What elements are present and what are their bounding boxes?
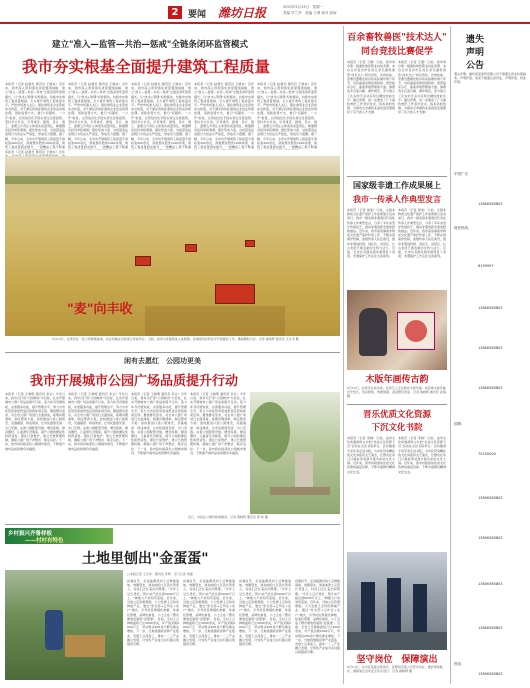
lead-headline: 我市夯实根基全面提升建筑工程质量 bbox=[22, 57, 271, 76]
right2-body-col2: 本报讯（记者 徐加）日前，全国非物质文化遗产保护工作成果展示活动举行。我市一国家级非遗项目代表性传承人作典型发言，分享了多年来坚守传统技艺、推动非遗创新发展的经验做法。近年来，我市高度重视非物质文化遗产保护传承工作，不断完善保护机制，加强传承人队伍建设，推动非遗进校园、进社区、进景区，让古老技艺焕发新的生机与活力。目前，全市共有国家级非遗项目十余项，非遗保护工作走在全省前列。 bbox=[398, 208, 446, 259]
sidebar-separator bbox=[450, 26, 451, 684]
sidebar-footer-label: 热线： bbox=[454, 662, 465, 666]
sky bbox=[5, 156, 340, 178]
sidebar-entry-0-label: 中国广告 bbox=[454, 172, 468, 176]
right1-headline-b: 同台竞技比赛促学 bbox=[360, 47, 433, 57]
potato-field-photo bbox=[5, 570, 123, 680]
right5-caption: 5月14日，在市区某演出场馆外，民警和安保人员坚守岗位，维护现场秩序，确保演出活动安全有序进行。记者 鲁晓辉 摄 bbox=[347, 665, 443, 673]
sidebar-entry-1-phone: 13806360803 bbox=[478, 202, 503, 206]
tree bbox=[250, 402, 290, 462]
right1-body-col1: 本报讯（记者 王刚）日前，我市举办第一届畜牧兽医职业技能竞赛，来自全市各县市区的百余名畜牧兽医"技术达人"同台竞技，比拼技能。竞赛设置理论知识和实际操作两个环节，内容涵盖动物疫病防控、兽医临床诊疗、畜禽养殖管理等方面。参赛选手沉着冷静、操作规范，充分展示了扎实的专业功底和过硬的技能水平。通过竞赛，进一步激发了广大畜牧兽医工作者学技术、练本领的热情，为推动全市畜牧业高质量发展提供了有力的人才支撑。 bbox=[347, 60, 395, 115]
lead-body-col1: 本报讯（记者 赵晨光 通讯员 王晓东）近年来，我市深入贯彻落实质量强国战略，建立"准入—监管—共治—惩戒"全链条闭环监管模式，以"技术+管理"双轮驱动，持续夯实建筑工程质量根基，全力提升建筑工程质量水平。严把市场准入关口，强化建筑业企业资质动态核查，对不满足资质标准的企业依法依规处理。创新监管方式，推行"双随机、一公开"检查，运用信息化手段实现全过程监管。坚持多方共治，引导建设、勘察、设计、施工、监理五方责任主体落实质量责任，畅通群众投诉举报渠道。强化惩戒力度，对质量违法违规行为依法从严查处，形成有力震慑。据了解，今年以来，全市共开展建筑工程质量专项检查200余次，排查整改隐患1000余项，建筑工程质量稳步提升，一批精品工程不断涌 bbox=[5, 82, 65, 150]
ground bbox=[347, 632, 447, 650]
security-photo bbox=[347, 552, 447, 650]
second-photo-caption: 近日，市民在公园内休闲健身。记者 鲁晓辉 通讯员 郭 炜 摄 bbox=[188, 515, 268, 519]
lead-body-col2: 本报讯（记者 赵晨光 通讯员 王晓东）近年来，我市深入贯彻落实质量强国战略，建立"准入—监管—共治—惩戒"全链条闭环监管模式，以"技术+管理"双轮驱动，持续夯实建筑工程质量根基，全力提升建筑工程质量水平。严把市场准入关口，强化建筑业企业资质动态核查，对不满足资质标准的企业依法依规处理。创新监管方式，推行"双随机、一公开"检查，运用信息化手段实现全过程监管。坚持多方共治，引导建设、勘察、设计、施工、监理五方责任主体落实质量责任，畅通群众投诉举报渠道。强化惩戒力度，对质量违法违规行为依法从严查处，形成有力震慑。据了解，今年以来，全市共开展建筑工程质量专项检查200余次，排查整改隐患1000余项，建筑工程质量稳步提升，一批精品工程不断涌 bbox=[68, 82, 128, 150]
lead-body-col3: 本报讯（记者 赵晨光 通讯员 王晓东）近年来，我市深入贯彻落实质量强国战略，建立"准入—监管—共治—惩戒"全链条闭环监管模式，以"技术+管理"双轮驱动，持续夯实建筑工程质量根基，全力提升建筑工程质量水平。严把市场准入关口，强化建筑业企业资质动态核查，对不满足资质标准的企业依法依规处理。创新监管方式，推行"双随机、一公开"检查，运用信息化手段实现全过程监管。坚持多方共治，引导建设、勘察、设计、施工、监理五方责任主体落实质量责任，畅通群众投诉举报渠道。强化惩戒力度，对质量违法违规行为依法从严查处，形成有力震慑。据了解，今年以来，全市共开展建筑工程质量专项检查200余次，排查整改隐患1000余项，建筑工程质量稳步提升，一批精品工程不断涌 bbox=[131, 82, 191, 150]
third-body-col2: 初夏时节，走进临朐县的土豆种植基地，放眼望去，绿油油的土豆苗长势喜人，村民们正忙着田间管理。"今年土豆长势好，预计亩产能达到5000斤以上。"种植大户老刘笑着说。近年来，当地立足资源禀赋，大力发展土豆特色种植产业，通过"党支部+合作社+农户"模式，引导村民规模化种植、标准化管理、品牌化销售，小土豆成了群众增收致富的"金蛋蛋"。目前，全村土豆种植面积已达3000余亩，年产值突破2000万元，带动周边200余户群众就业增收。下一步，当地将继续延伸产业链条，发展土豆深加工，推动一二三产业融合发展，让特色产业成为乡村振兴的强劲引擎。 bbox=[183, 579, 235, 647]
rural-revitalization-banner bbox=[5, 528, 113, 544]
divider-r2 bbox=[347, 404, 447, 405]
farmer bbox=[45, 610, 63, 650]
divider-2 bbox=[5, 524, 340, 525]
lead-body-col4: 本报讯（记者 赵晨光 通讯员 王晓东）近年来，我市深入贯彻落实质量强国战略，建立"准入—监管—共治—惩戒"全链条闭环监管模式，以"技术+管理"双轮驱动，持续夯实建筑工程质量根基，全力提升建筑工程质量水平。严把市场准入关口，强化建筑业企业资质动态核查，对不满足资质标准的企业依法依规处理。创新监管方式，推行"双随机、一公开"检查，运用信息化手段实现全过程监管。坚持多方共治，引导建设、勘察、设计、施工、监理五方责任主体落实质量责任，畅通群众投诉举报渠道。强化惩戒力度，对质量违法违规行为依法从严查处，形成有力震慑。据了解，今年以来，全市共开展建筑工程质量专项检查200余次，排查整改隐患1000余项，建筑工程质量稳步提升，一批精品工程不断涌 bbox=[194, 82, 254, 150]
sidebar-title-c: 公告 bbox=[466, 61, 485, 71]
park-photo bbox=[250, 392, 340, 514]
lead-kicker: 建立"准入—监管—共治—惩戒"全链条闭环监管模式 bbox=[52, 40, 248, 50]
potato-crate bbox=[65, 635, 105, 657]
third-body-col1: 初夏时节，走进临朐县的土豆种植基地，放眼望去，绿油油的土豆苗长势喜人，村民们正忙着田间管理。"今年土豆长势好，预计亩产能达到5000斤以上。"种植大户老刘笑着说。近年来，当地立足资源禀赋，大力发展土豆特色种植产业，通过"党支部+合作社+农户"模式，引导村民规模化种植、标准化管理、品牌化销售，小土豆成了群众增收致富的"金蛋蛋"。目前，全村土豆种植面积已达3000余亩，年产值突破2000万元，带动周边200余户群众就业增收。下一步，当地将继续延伸产业链条，发展土豆深加工，推动一二三产业融合发展，让特色产业成为乡村振兴的强劲引擎。 bbox=[127, 579, 179, 647]
print-figure bbox=[405, 320, 427, 342]
second-body-col1: 本报讯（记者 王晓明 通讯员 李达）今年以来，我市以打造"公园城市"为目标，扎实开展城市公园广场品质提升行动，着力补齐设施短板，完善服务功能，提升管理水平，努力为市民营造更加舒适宜居的休闲空间。聚焦群众需求，对全市公园广场进行全面排查，梳理问题清单，制定整改方案。加快推进口袋公园建设，见缝插绿、拆违建绿，让市民推窗见绿、出门见园。完善公园配套设施，增设座椅、健身器材、儿童游乐设施等，提升公园的便民性和舒适性。强化日常管护，建立长效管理机制，确保公园广场干净整洁、秩序良好。下一步，我市将持续深化公园城市建设，不断提升城市品质和群众幸福感。 bbox=[5, 392, 65, 451]
second-body-col2: 本报讯（记者 王晓明 通讯员 李达）今年以来，我市以打造"公园城市"为目标，扎实开展城市公园广场品质提升行动，着力补齐设施短板，完善服务功能，提升管理水平，努力为市民营造更加舒适宜居的休闲空间。聚焦群众需求，对全市公园广场进行全面排查，梳理问题清单，制定整改方案。加快推进口袋公园建设，见缝插绿、拆违建绿，让市民推窗见绿、出门见园。完善公园配套设施，增设座椅、健身器材、儿童游乐设施等，提升公园的便民性和舒适性。强化日常管护，建立长效管理机制，确保公园广场干净整洁、秩序良好。下一步，我市将持续深化公园城市建设，不断提升城市品质和群众幸福感。 bbox=[68, 392, 128, 451]
right5-headline: 坚守岗位 保障演出 bbox=[356, 655, 438, 665]
right2-headline-b: 我市一传承人作典型发言 bbox=[353, 194, 441, 204]
editor-line: 责编 毕兰华 美编 王翠 校对 彭雨 bbox=[283, 11, 337, 15]
artisan bbox=[359, 308, 387, 356]
harvester-4 bbox=[215, 284, 255, 304]
sidebar-entry-4-phone: 13806360803 bbox=[478, 306, 503, 310]
harvester-1 bbox=[135, 256, 151, 266]
woodblock-print-photo bbox=[347, 290, 447, 370]
sidebar-entry-3-phone: 8199997 bbox=[478, 264, 494, 268]
paper-name: 潍坊日报 bbox=[218, 6, 267, 20]
harvester-2 bbox=[185, 244, 197, 252]
right2-headline-a: 国家级非遗工作成果展上 bbox=[353, 181, 441, 190]
second-kicker: 闲有去愿红 公园功更美 bbox=[124, 357, 201, 365]
right4-headline-a: 晋乐优质文化资源 bbox=[362, 410, 431, 420]
lead-body-col6: 本报讯（记者 赵晨光 通讯员 王晓东）近年 bbox=[5, 150, 65, 154]
divider-1 bbox=[5, 352, 340, 353]
harvest-track bbox=[145, 306, 285, 336]
guard-1 bbox=[361, 582, 375, 632]
right4-body-col1: 本报讯（记者 李晓）日前，由市文化和旅游局主办的"优质文化资源下沉"活动在文化书院举行。活动邀请专家学者走进书院，为市民带来精彩的文化讲座和文艺演出，让群众在家门口就能享受到丰富多彩的文化大餐。近年来，我市持续推动优质文化资源向基层延伸，不断丰富群众精神文化生活。 bbox=[347, 436, 395, 474]
sidebar-entry-11-phone: 13806360803 bbox=[478, 582, 503, 586]
right3-caption: 5月13日，在寒亭区杨家埠，民间艺人正在制作木版年画。杨家埠木版年画历史悠久，色彩鲜艳，构图饱满，深受群众喜爱。记者 鲁晓辉 通讯员 孙瑞 摄 bbox=[347, 386, 446, 398]
guard-3 bbox=[413, 584, 427, 632]
masthead-rule bbox=[0, 22, 530, 24]
divider-r1 bbox=[347, 176, 447, 177]
tree-line bbox=[5, 176, 340, 184]
right1-headline-a: 百余畜牧兽医"技术达人" bbox=[347, 33, 447, 43]
people bbox=[295, 452, 313, 492]
sidebar-entry-6-phone: 13806360803 bbox=[478, 386, 503, 390]
right1-body-col2: 本报讯（记者 王刚）日前，我市举办第一届畜牧兽医职业技能竞赛，来自全市各县市区的百余名畜牧兽医"技术达人"同台竞技，比拼技能。竞赛设置理论知识和实际操作两个环节，内容涵盖动物疫病防控、兽医临床诊疗、畜禽养殖管理等方面。参赛选手沉着冷静、操作规范，充分展示了扎实的专业功底和过硬的技能水平。通过竞赛，进一步激发了广大畜牧兽医工作者学技术、练本领的热情，为推动全市畜牧业高质量发展提供了有力的人才支撑。 bbox=[398, 60, 446, 115]
lead-photo-caption: 5月14日，在寒亭区一处小麦种植基地，农业机械在田间进行麦收作业。当前，我市小麦陆续进入成熟期，各地组织农机有序开展夏收工作，确保颗粒归仓。记者 鲁晓辉 通讯员 王文平 摄 bbox=[52, 337, 299, 341]
sidebar-entry-5-phone: 13806360803 bbox=[478, 346, 503, 350]
classified-sidebar bbox=[452, 26, 528, 684]
guard-2 bbox=[387, 578, 401, 632]
photo-title: "麦"向丰收 bbox=[67, 302, 133, 317]
right4-headline-b: 下沉文化书院 bbox=[371, 423, 423, 433]
banner-subtitle: ——村村有特色 bbox=[25, 538, 64, 544]
right2-body-col1: 本报讯（记者 徐加）日前，全国非物质文化遗产保护工作成果展示活动举行。我市一国家级非遗项目代表性传承人作典型发言，分享了多年来坚守传统技艺、推动非遗创新发展的经验做法。近年来，我市高度重视非物质文化遗产保护传承工作，不断完善保护机制，加强传承人队伍建设，推动非遗进校园、进社区、进景区，让古老技艺焕发新的生机与活力。目前，全市共有国家级非遗项目十余项，非遗保护工作走在全省前列。 bbox=[347, 208, 395, 259]
third-headline: 土地里刨出"金蛋蛋" bbox=[82, 551, 209, 567]
sidebar-notice: 遗失声明：潍坊某某商贸有限公司不慎遗失营业执照副本，声明作废。某某不慎遗失身份证，声明作废。特此声明。 bbox=[454, 72, 526, 85]
wheat-harvest-photo bbox=[5, 156, 340, 336]
second-headline: 我市开展城市公园广场品质提升行动 bbox=[30, 374, 239, 389]
lead-body-col5: 本报讯（记者 赵晨光 通讯员 王晓东）近年来，我市深入贯彻落实质量强国战略，建立"准入—监管—共治—惩戒"全链条闭环监管模式，以"技术+管理"双轮驱动，持续夯实建筑工程质量根基，全力提升建筑工程质量水平。严把市场准入关口，强化建筑业企业资质动态核查，对不满足资质标准的企业依法依规处理。创新监管方式，推行"双随机、一公开"检查，运用信息化手段实现全过程监管。坚持多方共治，引导建设、勘察、设计、施工、监理五方责任主体落实质量责任，畅通群众投诉举报渠道。强化惩戒力度，对质量违法违规行为依法从严查处，形成有力震慑。据了解，今年以来，全市共开展建筑工程质量专项检查200余次，排查整改隐患1000余项，建筑工程质量稳步提升，一批精品工程不断涌 bbox=[257, 82, 317, 150]
third-body-col3: 初夏时节，走进临朐县的土豆种植基地，放眼望去，绿油油的土豆苗长势喜人，村民们正忙着田间管理。"今年土豆长势好，预计亩产能达到5000斤以上。"种植大户老刘笑着说。近年来，当地立足资源禀赋，大力发展土豆特色种植产业，通过"党支部+合作社+农户"模式，引导村民规模化种植、标准化管理、品牌化销售，小土豆成了群众增收致富的"金蛋蛋"。目前，全村土豆种植面积已达3000余亩，年产值突破2000万元，带动周边200余户群众就业增收。下一步，当地将继续延伸产业链条，发展土豆深加工，推动一二三产业融合发展，让特色产业成为乡村振兴的强劲引擎。 bbox=[239, 579, 291, 647]
sidebar-entry-7-label: 招聘： bbox=[454, 422, 465, 426]
bench bbox=[270, 487, 330, 495]
sidebar-entry-12-phone: 13806360803 bbox=[478, 626, 503, 630]
banner-title: 乡村振兴齐鲁样板 bbox=[8, 531, 53, 537]
second-body-col3: 本报讯（记者 王晓明 通讯员 李达）今年以来，我市以打造"公园城市"为目标，扎实开展城市公园广场品质提升行动，着力补齐设施短板，完善服务功能，提升管理水平，努力为市民营造更加舒适宜居的休闲空间。聚焦群众需求，对全市公园广场进行全面排查，梳理问题清单，制定整改方案。加快推进口袋公园建设，见缝插绿、拆违建绿，让市民推窗见绿、出门见园。完善公园配套设施，增设座椅、健身器材、儿童游乐设施等，提升公园的便民性和舒适性。强化日常管护，建立长效管理机制，确保公园广场干净整洁、秩序良好。下一步，我市将持续深化公园城市建设，不断提升城市品质和群众幸福感。 bbox=[131, 392, 187, 455]
sidebar-entry-10-phone: 13806360803 bbox=[478, 536, 503, 540]
third-byline: □本报记者 王文华 通讯员 李明 见习记者 刘强 bbox=[127, 572, 193, 576]
sidebar-title-a: 遗失 bbox=[466, 35, 485, 45]
sidebar-entry-9-phone: 13806360803 bbox=[478, 496, 503, 500]
column-separator bbox=[343, 26, 344, 684]
right4-body-col2: 本报讯（记者 李晓）日前，由市文化和旅游局主办的"优质文化资源下沉"活动在文化书院举行。活动邀请专家学者走进书院，为市民带来精彩的文化讲座和文艺演出，让群众在家门口就能享受到丰富多彩的文化大餐。近年来，我市持续推动优质文化资源向基层延伸，不断丰富群众精神文化生活。 bbox=[398, 436, 446, 474]
second-body-col4: 本报讯（记者 王晓明 通讯员 李达）今年以来，我市以打造"公园城市"为目标，扎实开展城市公园广场品质提升行动，着力补齐设施短板，完善服务功能，提升管理水平，努力为市民营造更加舒适宜居的休闲空间。聚焦群众需求，对全市公园广场进行全面排查，梳理问题清单，制定整改方案。加快推进口袋公园建设，见缝插绿、拆违建绿，让市民推窗见绿、出门见园。完善公园配套设施，增设座椅、健身器材、儿童游乐设施等，提升公园的便民性和舒适性。强化日常管护，建立长效管理机制，确保公园广场干净整洁、秩序良好。下一步，我市将持续深化公园城市建设，不断提升城市品质和群众幸福感。 bbox=[190, 392, 246, 455]
right3-headline: 木版年画传古韵 bbox=[365, 375, 429, 385]
third-body-col4: 初夏时节，走进临朐县的土豆种植基地，放眼望去，绿油油的土豆苗长势喜人，村民们正忙着田间管理。"今年土豆长势好，预计亩产能达到5000斤以上。"种植大户老刘笑着说。近年来，当地立足资源禀赋，大力发展土豆特色种植产业，通过"党支部+合作社+农户"模式，引导村民规模化种植、标准化管理、品牌化销售，小土豆成了群众增收致富的"金蛋蛋"。目前，全村土豆种植面积已达3000余亩，年产值突破2000万元，带动周边200余户群众就业增收。下一步，当地将继续延伸产业链条，发展土豆深加工，推动一二三产业融合发展，让特色产业成为乡村振兴的强劲引擎。 bbox=[295, 579, 340, 655]
date-line: 2023年5月15日 星期一 bbox=[283, 5, 324, 9]
sidebar-footer-phone: 13806360803 bbox=[478, 672, 503, 676]
harvester-3 bbox=[245, 240, 255, 247]
section-name: 要闻 bbox=[188, 10, 207, 20]
sidebar-entry-8-phone: 70150000 bbox=[478, 452, 496, 456]
masthead bbox=[0, 0, 530, 24]
page-number: 2 bbox=[168, 6, 182, 19]
sidebar-entry-2-label: 便民热线： bbox=[454, 226, 472, 230]
sidebar-title-b: 声明 bbox=[466, 48, 485, 58]
